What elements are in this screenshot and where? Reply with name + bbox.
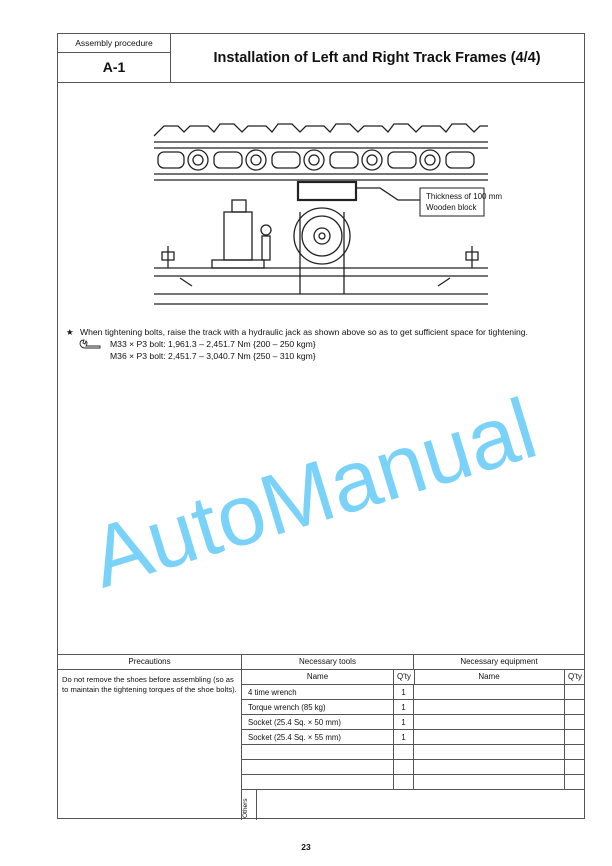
tools-and-equipment-table [242, 655, 584, 820]
callout-line-1: Thickness of 100 mm [426, 192, 503, 201]
track-frame-illustration [150, 118, 503, 308]
equipment-heading: Necessary equipment [414, 655, 584, 670]
callout-line-2: Wooden block [426, 203, 477, 212]
torque-spec-m36: M36 × P3 bolt: 2,451.7 – 3,040.7 Nm {250 – 310 kgm} [110, 351, 316, 361]
header [58, 34, 584, 83]
page-number: 23 [301, 842, 311, 852]
page-title: Installation of Left and Right Track Frames (4/4) [213, 50, 541, 66]
tool-qty: 1 [401, 733, 406, 742]
requirements-section [58, 654, 584, 820]
procedure-code: A-1 [102, 59, 126, 75]
tool-name: 4 time wrench [248, 688, 297, 697]
equipment-qty-header: Q'ty [564, 669, 585, 685]
note-text: When tightening bolts, raise the track with a hydraulic jack as shown above so as to get sufficient space for tightening. [80, 327, 528, 337]
tool-name: Socket (25.4 Sq. × 50 mm) [248, 718, 341, 727]
page-frame [57, 33, 585, 819]
tool-qty: 1 [401, 688, 406, 697]
procedure-label: Assembly procedure [58, 34, 170, 53]
wrench-icon [78, 339, 102, 349]
tool-name: Torque wrench (85 kg) [248, 703, 326, 712]
precautions-heading: Precautions [58, 655, 242, 670]
equipment-name-header: Name [414, 669, 564, 685]
tools-name-header: Name [242, 669, 393, 685]
others-label: Others [242, 798, 249, 818]
tool-name: Socket (25.4 Sq. × 55 mm) [248, 733, 341, 742]
tools-heading: Necessary tools [242, 655, 414, 670]
torque-spec-m33: M33 × P3 bolt: 1,961.3 – 2,451.7 Nm {200 – 250 kgm} [110, 339, 316, 349]
watermark-text: AutoManual [79, 380, 547, 607]
star-icon: ★ [66, 327, 74, 337]
tool-qty: 1 [401, 718, 406, 727]
precautions-text: Do not remove the shoes before assembling (so as to maintain the tightening torques of the shoe bolts). [62, 675, 237, 694]
tools-qty-header: Q'ty [393, 669, 415, 685]
tool-qty: 1 [401, 703, 406, 712]
procedure-box [58, 34, 171, 82]
